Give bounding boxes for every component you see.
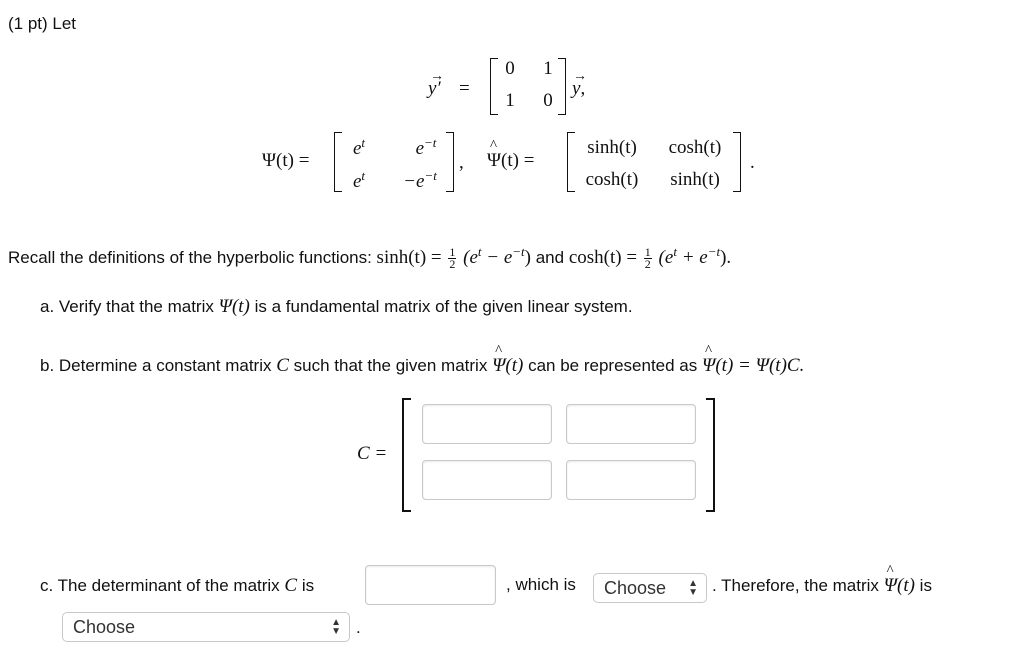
psi-hat-matrix-cell: cosh(t) <box>668 137 722 158</box>
vector-arrow-icon: → <box>430 67 444 83</box>
select-value: Choose <box>73 617 136 637</box>
psi-matrix-right-bracket <box>446 132 454 192</box>
c-matrix-input-21[interactable] <box>422 460 552 500</box>
determinant-type-select[interactable] <box>593 573 707 603</box>
psi-hat-matrix-cell: sinh(t) <box>670 169 720 190</box>
psi-matrix-cell: $e^t$ <box>352 135 366 160</box>
system-matrix-cell: 0 <box>505 58 515 79</box>
fundamental-matrix-select[interactable] <box>62 612 350 642</box>
select-arrows-icon: ▲ ▼ <box>688 578 698 598</box>
part-b: b. Determine a constant matrix C such that the given matrix ^ Ψ(t) can be represented as ^ Ψ(t) = Ψ(t)C. <box>40 355 804 377</box>
system-matrix-cell: 1 <box>543 58 553 79</box>
select-value: Choose <box>604 578 667 598</box>
system-matrix-right-bracket <box>558 58 566 115</box>
psi-matrix-cell: $e^{-t}$ <box>415 135 437 160</box>
c-matrix-input-11[interactable] <box>422 404 552 444</box>
c-matrix-left-bracket <box>402 398 411 512</box>
system-matrix-cell: 1 <box>505 90 515 111</box>
psi-matrix-cell: $e^t$ <box>352 168 366 193</box>
psi-matrix-cell: $-e^{-t}$ <box>403 168 437 193</box>
psi-hat-label: ^ Ψ(t) = <box>487 150 534 172</box>
psi-hat-matrix-right-bracket <box>733 132 741 192</box>
y-prime-symbol: y′ <box>428 78 441 99</box>
psi-matrix-left-bracket <box>334 132 342 192</box>
part-a: a. Verify that the matrix Ψ(t) is a fundamental matrix of the given linear system. <box>40 296 633 317</box>
psi-label: Ψ(t) = <box>262 150 310 171</box>
select-arrows-icon: ▲ ▼ <box>331 617 341 637</box>
problem-header: (1 pt) Let <box>8 14 77 33</box>
vector-arrow-icon: → <box>573 67 587 83</box>
equals-sign: = <box>459 78 470 99</box>
c-matrix-label: C = <box>357 443 388 464</box>
system-matrix-left-bracket <box>490 58 498 115</box>
y-vector-symbol: y, <box>572 78 586 99</box>
c-matrix-input-12[interactable] <box>566 404 696 444</box>
psi-separator: , <box>459 152 464 173</box>
part-c-intro: c. The determinant of the matrix C is <box>40 575 315 596</box>
determinant-input[interactable] <box>365 565 496 605</box>
c-matrix-input-22[interactable] <box>566 460 696 500</box>
c-matrix-right-bracket <box>706 398 715 512</box>
final-period: . <box>356 618 361 637</box>
system-matrix-cell: 0 <box>543 90 553 111</box>
psi-hat-matrix-left-bracket <box>567 132 575 192</box>
psi-end-period: . <box>750 152 755 173</box>
psi-hat-matrix-cell: cosh(t) <box>585 169 639 190</box>
which-is-text: , which is <box>506 575 576 594</box>
therefore-text: . Therefore, the matrix ^ Ψ(t) is <box>712 575 932 597</box>
psi-hat-matrix-cell: sinh(t) <box>587 137 637 158</box>
recall-definitions: Recall the definitions of the hyperbolic functions: sinh(t) = $\frac{1}{2}$ $(e^t - e^{-t})$ and cosh(t) = $\frac{1}{2}$ $(e^t + e^{-t})$. <box>8 244 732 272</box>
